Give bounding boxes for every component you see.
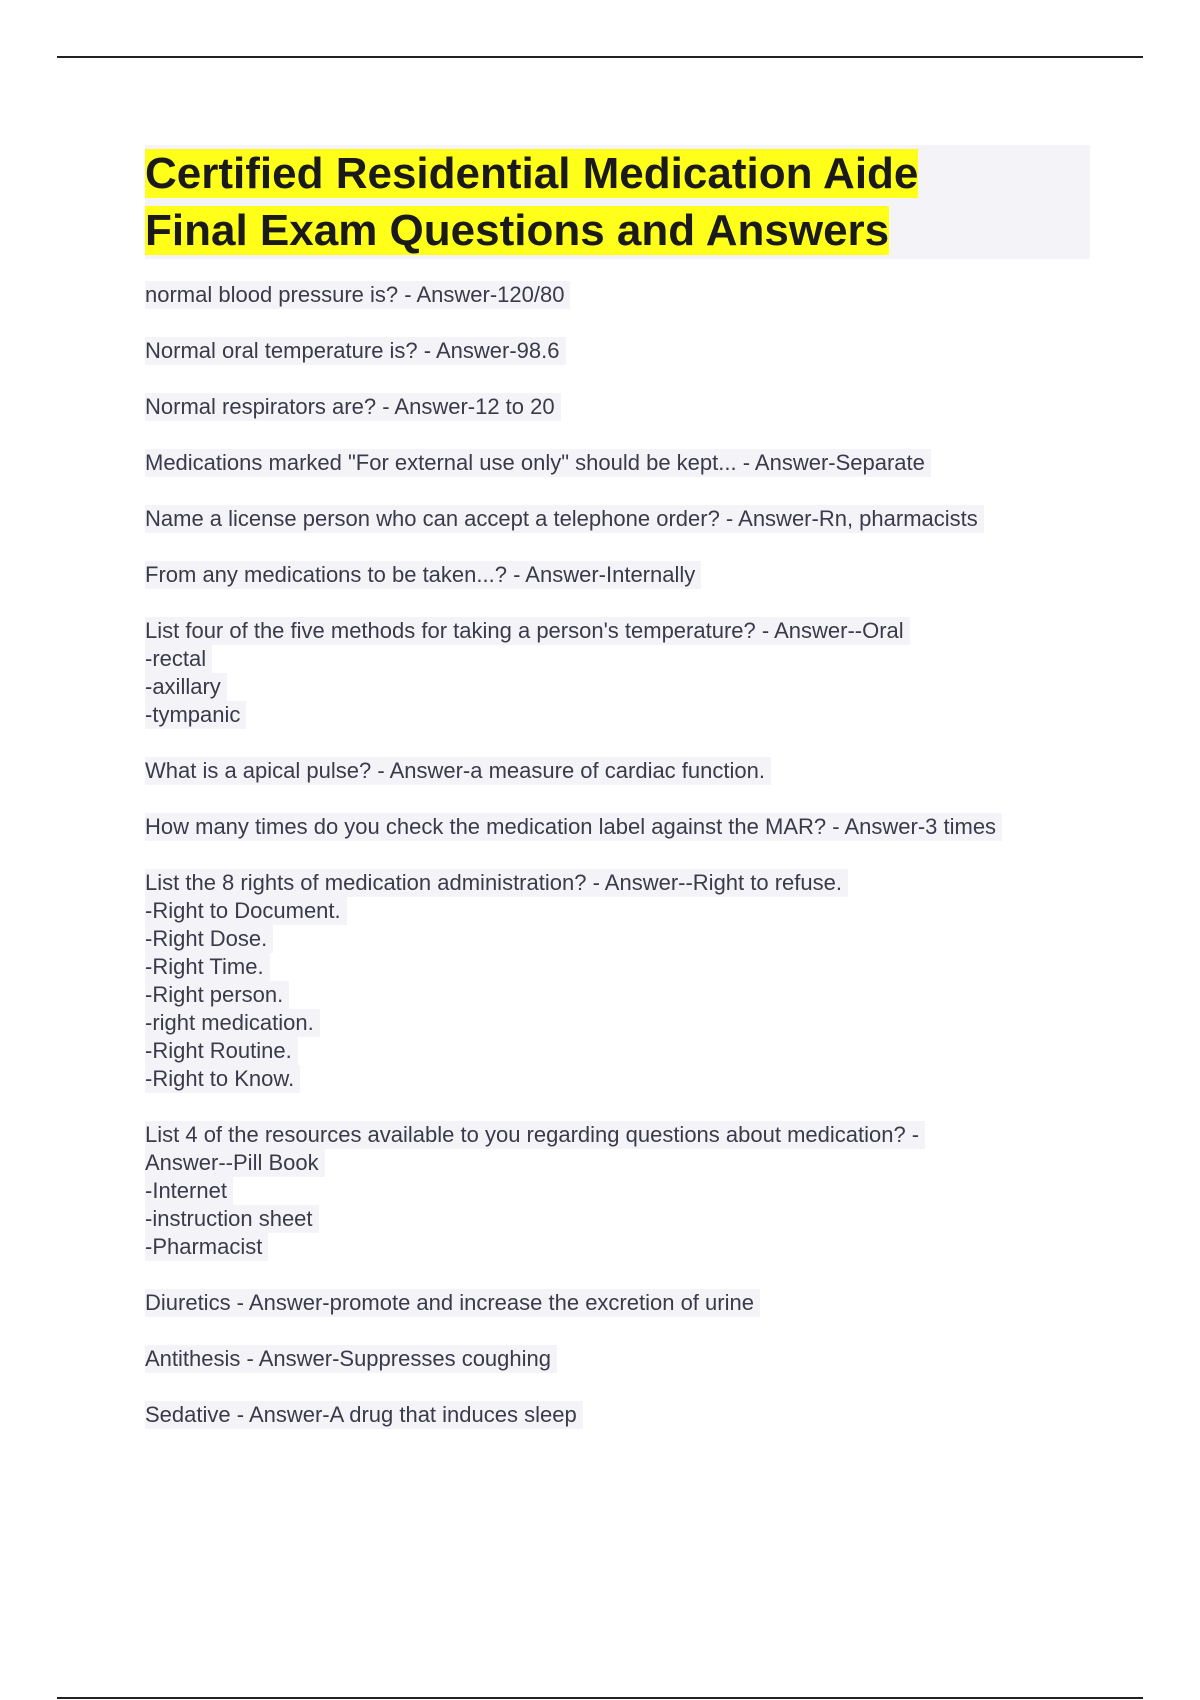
bottom-rule xyxy=(57,1697,1143,1699)
qa-question-line: How many times do you check the medication label against the MAR? - Answer-3 times xyxy=(145,813,1002,841)
qa-answer-line: -rectal xyxy=(145,645,212,673)
qa-answer-line: -axillary xyxy=(145,673,227,701)
qa-item xyxy=(145,757,1090,785)
qa-question-line: List the 8 rights of medication administration? - Answer--Right to refuse. xyxy=(145,869,848,897)
qa-answer-line: -right medication. xyxy=(145,1009,320,1037)
qa-item xyxy=(145,393,1090,421)
qa-question-line: normal blood pressure is? - Answer-120/80 xyxy=(145,281,570,309)
qa-answer-line: -Right Routine. xyxy=(145,1037,298,1065)
qa-question-line: From any medications to be taken...? - Answer-Internally xyxy=(145,561,701,589)
qa-item xyxy=(145,1401,1090,1429)
document-body xyxy=(145,145,1090,1457)
qa-item xyxy=(145,505,1090,533)
title-block xyxy=(145,145,1090,259)
qa-list xyxy=(145,281,1090,1429)
qa-item xyxy=(145,617,1090,729)
qa-item xyxy=(145,449,1090,477)
qa-item xyxy=(145,561,1090,589)
qa-question-line: Antithesis - Answer-Suppresses coughing xyxy=(145,1345,557,1373)
title-line-1: Certified Residential Medication Aide xyxy=(145,149,919,198)
qa-question-line: Name a license person who can accept a telephone order? - Answer-Rn, pharmacists xyxy=(145,505,984,533)
qa-item xyxy=(145,1345,1090,1373)
qa-answer-line: -Right Time. xyxy=(145,953,270,981)
qa-question-line: What is a apical pulse? - Answer-a measure of cardiac function. xyxy=(145,757,771,785)
qa-question-line: Medications marked "For external use only" should be kept... - Answer-Separate xyxy=(145,449,931,477)
qa-item xyxy=(145,813,1090,841)
qa-question-line: Normal oral temperature is? - Answer-98.6 xyxy=(145,337,566,365)
qa-answer-line: -Right person. xyxy=(145,981,289,1009)
qa-answer-line: -Right to Document. xyxy=(145,897,347,925)
qa-item xyxy=(145,869,1090,1093)
qa-answer-line: -tympanic xyxy=(145,701,246,729)
qa-question-line: Diuretics - Answer-promote and increase the excretion of urine xyxy=(145,1289,760,1317)
qa-item xyxy=(145,281,1090,309)
qa-question-line: Sedative - Answer-A drug that induces sleep xyxy=(145,1401,583,1429)
top-rule xyxy=(57,56,1143,58)
qa-item xyxy=(145,1121,1090,1261)
qa-question-line: Normal respirators are? - Answer-12 to 20 xyxy=(145,393,561,421)
qa-answer-line: -Internet xyxy=(145,1177,233,1205)
qa-question-line: List 4 of the resources available to you regarding questions about medication? - xyxy=(145,1121,925,1149)
qa-answer-line: -Right to Know. xyxy=(145,1065,300,1093)
qa-answer-line: -instruction sheet xyxy=(145,1205,319,1233)
title-line-2: Final Exam Questions and Answers xyxy=(145,206,890,255)
qa-answer-line: Answer--Pill Book xyxy=(145,1149,325,1177)
document-title xyxy=(145,145,1090,259)
qa-question-line: List four of the five methods for taking a person's temperature? - Answer--Oral xyxy=(145,617,910,645)
qa-answer-line: -Pharmacist xyxy=(145,1233,268,1261)
qa-item xyxy=(145,337,1090,365)
qa-item xyxy=(145,1289,1090,1317)
qa-answer-line: -Right Dose. xyxy=(145,925,273,953)
